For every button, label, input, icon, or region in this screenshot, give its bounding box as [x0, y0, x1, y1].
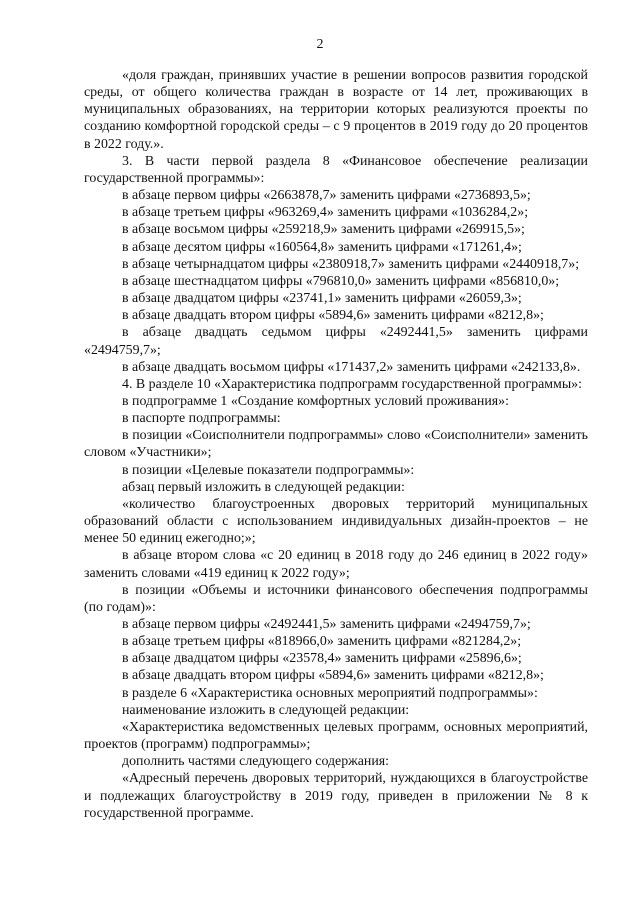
paragraph-amend-4: в абзаце десятом цифры «160564,8» заменить цифрами «171261,4»; [122, 239, 522, 255]
document-body [84, 67, 588, 822]
paragraph-amend-7: в абзаце двадцатом цифры «23741,1» заменить цифрами «26059,3»; [122, 291, 522, 307]
paragraph-funding-2: в абзаце третьем цифры «818966,0» заменить цифрами «821284,2»; [122, 634, 522, 650]
paragraph-funding-4: в абзаце двадцать втором цифры «5894,6» заменить цифрами «8212,8»; [122, 668, 544, 684]
paragraph-section-6: в разделе 6 «Характеристика основных мероприятий подпрограммы»: [122, 685, 538, 701]
paragraph-funding-3: в абзаце двадцатом цифры «23578,4» заменить цифрами «25896,6»; [122, 651, 522, 667]
paragraph-amend-2: в абзаце третьем цифры «963269,4» заменить цифрами «1036284,2»; [122, 205, 529, 221]
paragraph-coexecutors: в позиции «Соисполнители подпрограммы» слово «Соисполнители» заменить словом «Участники»; [84, 428, 588, 461]
paragraph-first-abzac: абзац первый изложить в следующей редакции: [122, 479, 405, 495]
paragraph-targets: в позиции «Целевые показатели подпрограммы»: [122, 462, 415, 478]
paragraph-second-abzac: в абзаце втором слова «с 20 единиц в 2018 году до 246 единиц в 2022 году» заменить словами «419 единиц к 2022 году»; [84, 548, 588, 581]
paragraph-amend-8: в абзаце двадцать втором цифры «5894,6» заменить цифрами «8212,8»; [122, 308, 544, 324]
paragraph-amend-3: в абзаце восьмом цифры «259218,9» заменить цифрами «269915,5»; [122, 222, 525, 238]
paragraph-subprogram-1: в подпрограмме 1 «Создание комфортных условий проживания»: [122, 393, 509, 409]
paragraph-quote-title: «Характеристика ведомственных целевых программ, основных мероприятий, проектов (программ) подпрограммы»; [84, 719, 588, 753]
paragraph-amend-1: в абзаце первом цифры «2663878,7» заменить цифрами «2736893,5»; [122, 188, 531, 204]
paragraph-title-new: наименование изложить в следующей редакции: [122, 702, 410, 718]
paragraph-quote-yards: «количество благоустроенных дворовых территорий муниципальных образований области с использованием индивидуальных дизайн-проектов – не менее 50 единиц ежегодно;»; [84, 496, 588, 547]
paragraph-section-8: 3. В части первой раздела 8 «Финансовое обеспечение реализации государственной программы»: [84, 153, 588, 186]
paragraph-passport: в паспорте подпрограммы: [122, 411, 281, 427]
paragraph-funding-1: в абзаце первом цифры «2492441,5» заменить цифрами «2494759,7»; [122, 617, 531, 632]
paragraph-amend-10: в абзаце двадцать восьмом цифры «171437,2» заменить цифрами «242133,8». [122, 359, 581, 375]
paragraph-amend-9: в абзаце двадцать седьмом цифры «2492441,5» заменить цифрами «2494759,7»; [84, 325, 588, 358]
paragraph-funding: в позиции «Объемы и источники финансового обеспечения подпрограммы (по годам)»: [84, 582, 588, 615]
page-number: 2 [316, 37, 324, 52]
paragraph-add-parts: дополнить частями следующего содержания: [122, 754, 390, 770]
paragraph-quote-share: «доля граждан, принявших участие в решении вопросов развития городской среды, от общего количества граждан в возрасте от 14 лет, проживающих в муниципальных образованиях, на территории которых реализуются проекты по созданию комфортной городской среды – с 9 процентов в 2019 году до 20 процентов в 2022 году.». [84, 68, 588, 152]
paragraph-section-10: 4. В разделе 10 «Характеристика подпрограмм государственной программы»: [122, 376, 582, 392]
paragraph-amend-5: в абзаце четырнадцатом цифры «2380918,7» заменить цифрами «2440918,7»; [122, 256, 580, 272]
paragraph-quote-address-list: «Адресный перечень дворовых территорий, нуждающихся в благоустройстве и подлежащих благоустройству в 2019 году, приведен в приложении № 8 к государственной программе. [84, 771, 588, 821]
paragraph-amend-6: в абзаце шестнадцатом цифры «796810,0» заменить цифрами «856810,0»; [122, 273, 560, 289]
